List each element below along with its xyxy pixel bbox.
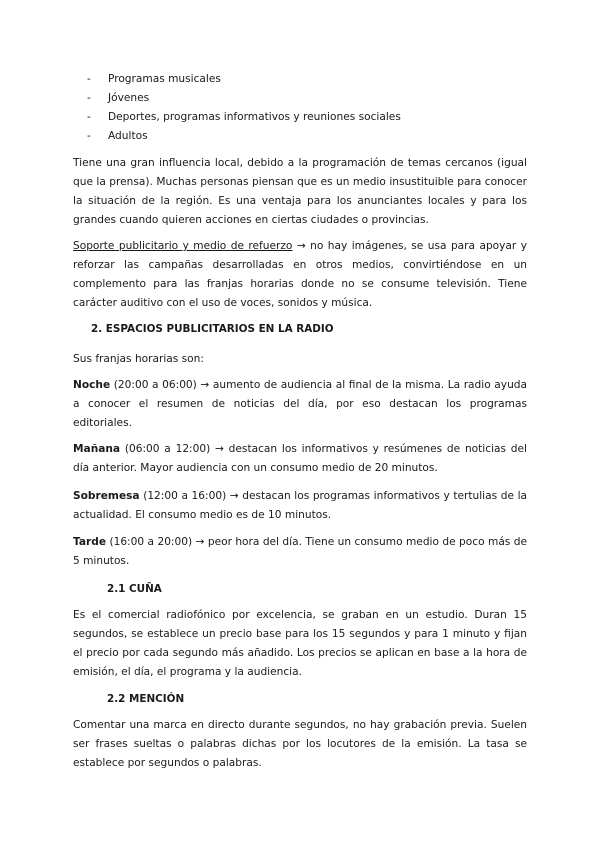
section-2-2-heading: 2.2 MENCIÓN: [107, 693, 185, 705]
paragraph-sobremesa: [73, 487, 527, 525]
paragraph-cuna: Es el comercial radiofónico por excelencia, se graban en un estudio. Duran 15 segundos, se establece un precio base para los 15 segundos y para 1 minuto y fijan el precio por cada segundo más añadido. Los precios se aplican en base a la hora de emisión, el día, el programa y la audiencia.: [73, 609, 527, 678]
paragraph-mencion: Comentar una marca en directo durante segundos, no hay grabación previa. Suelen ser frases sueltas o palabras dichas por los locutores de la emisión. La tasa se establece por segundos o palabras.: [73, 719, 527, 769]
list-item: - Deportes, programas informativos y reuniones sociales: [73, 108, 527, 127]
paragraph-noche: [73, 376, 527, 433]
list-item: - Jóvenes: [73, 89, 527, 108]
manana-label: Mañana: [73, 443, 121, 455]
paragraph-influence: Tiene una gran influencia local, debido a la programación de temas cercanos (igual que la prensa). Muchas personas piensan que es un medio insustituible para conocer la situación de la región. Es una ventaja para los anunciantes locales y para los grandes cuando quieren acciones en ciertas ciudades o provincias.: [73, 157, 527, 226]
section-2-1-heading: 2.1 CUÑA: [107, 583, 162, 595]
audience-list: [73, 70, 527, 146]
support-text: → no hay imágenes, se usa para apoyar y reforzar las campañas desarrolladas en otros medios, convirtiéndose en un complemento para las franjas horarias donde no se consume televisión. Tiene carácter auditivo con el uso de voces, sonidos y música.: [73, 240, 527, 309]
manana-text: (06:00 a 12:00) → destacan los informativos y resúmenes de noticias del día anterior. Mayor audiencia con un consumo medio de 20 minutos.: [73, 443, 527, 474]
sobremesa-text: (12:00 a 16:00) → destacan los programas informativos y tertulias de la actualidad. El consumo medio es de 10 minutos.: [73, 490, 527, 521]
list-item: - Programas musicales: [73, 70, 527, 89]
list-item: - Adultos: [73, 127, 527, 146]
tarde-label: Tarde: [73, 536, 107, 548]
noche-label: Noche: [73, 379, 111, 391]
section-2-intro: Sus franjas horarias son:: [73, 353, 204, 365]
support-term: Soporte publicitario y medio de refuerzo: [73, 240, 293, 252]
noche-text: (20:00 a 06:00) → aumento de audiencia al final de la misma. La radio ayuda a conocer el resumen de noticias del día, por eso destacan los programas editoriales.: [73, 379, 527, 429]
sobremesa-label: Sobremesa: [73, 490, 140, 502]
paragraph-support: [73, 237, 527, 313]
paragraph-tarde: [73, 533, 527, 571]
tarde-text: (16:00 a 20:00) → peor hora del día. Tiene un consumo medio de poco más de 5 minutos.: [73, 536, 527, 567]
section-2-heading: 2. ESPACIOS PUBLICITARIOS EN LA RADIO: [91, 323, 334, 335]
paragraph-manana: [73, 440, 527, 478]
